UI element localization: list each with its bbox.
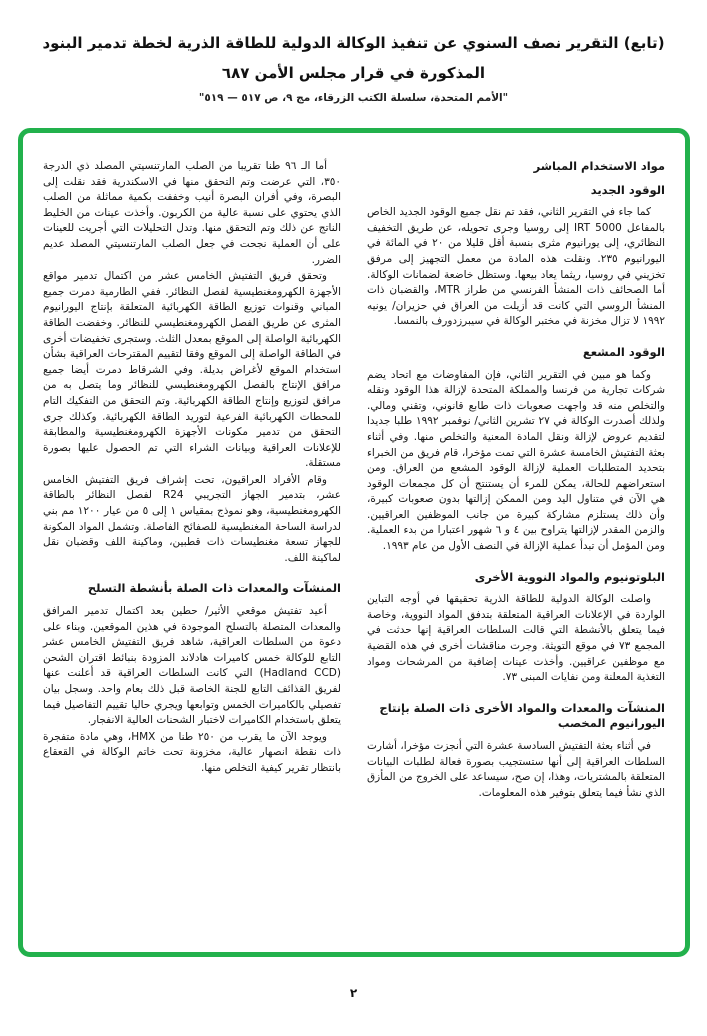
subsection-heading-weaponization-facilities: المنشآت والمعدات ذات الصلة بأنشطة التسلح xyxy=(87,581,341,596)
paragraph-martensitic-steel: أما الـ ٩٦ طنا تقريبا من الصلب المارتنسيتي المصلد ذي الدرجة ٣٥٠، التي عرضت وتم التحقق منها في الاسكندرية فقد نقلت إلى البصرة، وفي أفران البصرة أنيب وخففت بكمية مماثلة من الصلب الذي يحتوي على نسبة عالية من الكربون. وأخذت عينات من الخليط الناتج عن ذلك وتم التحقق منها. وتدل التحليلات التي أجريت للعينات على أن العملية نجحت في جعل الصلب المارتنسيتي المصلد عديم الضرر. xyxy=(43,160,341,266)
paragraph-hmx: ويوجد الآن ما يقرب من ٢٥٠ طنا من HMX، وهي مادة متفجرة ذات نقطة انصهار عالية، مخزونة تحت خاتم الوكالة في القعقاع بانتظار تقرير كيفية التخلص منها. xyxy=(43,730,341,774)
paragraph-enriched-uranium: في أثناء بعثة التفتيش السادسة عشرة التي أنجزت مؤخرا، أشارت السلطات العراقية إلى أنها ستستجيب بصورة فعالة لطلبات البيانات المتعلقة بالمشتريات، وهذا، إن صح، سيساعد على الخروج من المأزق الذي نشأ فيما يتعلق بتوفير هذه المعلومات. xyxy=(367,740,665,799)
source-citation: "الأمم المتحدة، سلسلة الكتب الزرقاء، مج ٩، ص ٥١٧ — ٥١٩" xyxy=(198,92,509,104)
paragraph-new-fuel: كما جاء في التقرير الثاني، فقد تم نقل جميع الوقود الجديد الخاص بالمفاعل IRT 5000 إلى روسيا وجرى تحويله، عن طريق التخفيف النظائري، إلى يورانيوم مثرى بنسبة أقل قليلا من ٢٠ في المائة في اليورانيوم ٢٣٥. ونقلت هذه المادة من معمل التجهيز إلى مرفق تخزيني في روسيا، ريثما يعاد بيعها. وستظل خاضعة لضمانات الوكالة. أما الصحائف ذات المنشأ الفرنسي من طراز MTR، والقضبان ذات المنشأ الروسي التي كانت قد أزيلت من العراق في حزيران/ يونيه ١٩٩٢ لا تزال مخزنة في مختبر الوكالة في سيبرزدورف بالنمسا. xyxy=(367,206,665,328)
paragraph-irradiated-fuel: وكما هو مبين في التقرير الثاني، فإن المفاوضات مع اتحاد يضم شركات تجارية من فرنسا والمملكة المتحدة لإزالة هذا الوقود ونقله والتخلص منه قد واجهت صعوبات ذات طابع قانوني، وتقني ومالي. ولذلك أصدرت الوكالة في ٢٧ تشرين الثاني/ نوفمبر ١٩٩٢ طلبا جديدا لتقديم عروض لإزالة ونقل المادة المعنية والتخلص منها. وفي أثناء بعثة التفتيش الخامسة عشرة التي تمت مؤخرا، قام فريق من الخبراء بتحديد المتطلبات العملية لإزالة الوقود المشعع من العراق. ومن استعراضهم للحالة، يمكن للمرء أن يستنتج أن كل مجمعات الوقود هي الآن في متناول اليد ومن الممكن إزالتها بدون صعوبات كبيرة، وأن ذلك يستلزم مشاركة كبيرة من جانب الموظفين العراقيين. والزمن المقدر لإزالتها يتراوح بين ٤ و ٦ شهور اعتبارا من بدء العملية. ومن المؤمل أن تبدأ عملية الإزالة في النصف الأول من عام ١٩٩٣. xyxy=(367,368,665,553)
subsection-heading-enriched-uranium-facilities: المنشآت والمعدات والمواد الأخرى ذات الصلة بإنتاج اليورانيوم المخصب xyxy=(379,700,665,731)
green-frame-border xyxy=(18,128,690,957)
paragraph-emis-sites-destruction: وتحقق فريق التفتيش الخامس عشر من اكتمال تدمير مواقع الأجهزة الكهرومغنطيسية لفصل النظائر. ففي الطارمية دمرت جميع المباني وقنوات توزيع الطاقة الكهربائية المتعلقة بإنتاج اليورانيوم المثرى عن طريق الفصل الكهرومغنطيسي للنظائر. وخفضت الطاقة الكهربائية الواصلة إلى الموقع بمعدل الثلث. وستجرى تخفيضات أخرى في الطاقة الواصلة إلى الموقع وفقا لتقييم المقترحات العراقية بشأن استخدام الموقع لأغراض بديلة. وفي الشرقاط دمرت أيضا جميع مرافق الإنتاج بالفصل الكهرومغنطيسي للنظائر وما يتصل به من مرافق لتوزيع وإنتاج الطاقة الكهربائية. وتم التحقق من التفكيك التام للمحطات الكهربائية الفرعية لتوريد الطاقة الكهربائية. وكذلك جرى التحقق من تدمير مكونات الأجهزة الكهرومغنطيسية والمطابقة للإعلانات العراقية وبيانات الشراء التي تم الحصول عليها بصورة مستقلة. xyxy=(43,270,341,470)
paragraph-r24-device: وقام الأفراد العراقيون، تحت إشراف فريق التفتيش الخامس عشر، بتدمير الجهاز التجريبي R24 لفصل النظائر بالطاقة الكهرومغنطيسية، وهو نموذج بمقياس ١ إلى ٥ من عيار ١٢٠٠ مم بني لدراسة الساحة المغنطيسية للصفائح الفاصلة. وتشمل المواد المكونة للجهاز تسعة مغنطيسات ذات قطبين، وماكينة اللف وقضبان نقل لماكينة اللف. xyxy=(43,473,341,564)
paragraph-atheer-hatteen: أعيد تفتيش موقعي الأثير/ حطين بعد اكتمال تدمير المرافق والمعدات المتصلة بالتسلح الموجودة في هذين الموقعين. وبناء على دعوة من السلطات العراقية، شاهد فريق التفتيش الخامس عشر التابع للوكالة خمس كاميرات هادلاند المزودة بنبائط اقتران الشحن (Hadland CCD) التي كانت السلطات العراقية قد أعلنت عنها لفريق القذائف التابع للجنة الخاصة قبل ذلك بعام واحد. وسجل بيان تفصيلي بالكاميرات الخمس وتوابعها ويجري حاليا تقييم التفاصيل فيما يتعلق باستخدام الكاميرات لاختبار الشحنات العالية الانفجار. xyxy=(43,605,341,727)
paragraph-plutonium: واصلت الوكالة الدولية للطاقة الذرية تحقيقها في أوجه التباين الواردة في الإعلانات العراقية المتعلقة بتدفق المواد النووية، وخاصة فيما يتعلق بالأنشطة التي قالت السلطات العراقية إنها حدثت في المجمع ٧٣ في موقع التويثة. وجرت مناقشات أخرى في هذه القضية مع موظفين عراقيين. وأخذت عينات إضافية من المرشحات ومواد التغذية المعلنة ومن نفايات المبنى ٧٣. xyxy=(367,593,665,684)
two-column-text-area xyxy=(23,133,685,816)
column-right xyxy=(367,159,665,802)
subsection-heading-new-fuel: الوقود الجديد xyxy=(590,182,665,197)
report-title-line2: المذكورة في قرار مجلس الأمن ٦٨٧ xyxy=(221,64,486,82)
section-heading-direct-use-materials: مواد الاستخدام المباشر xyxy=(533,159,665,173)
page-header xyxy=(0,28,707,104)
column-left xyxy=(43,159,341,802)
subsection-heading-plutonium-other-nuclear-materials: البلوتونيوم والمواد النووية الأخرى xyxy=(474,569,665,584)
subsection-heading-irradiated-fuel: الوقود المشعع xyxy=(582,344,665,359)
report-title-line1: (تابع) التقرير نصف السنوي عن تنفيذ الوكالة الدولية للطاقة الذرية لخطة تدمير البنود xyxy=(42,34,665,52)
page-number: ٢ xyxy=(349,986,358,1000)
